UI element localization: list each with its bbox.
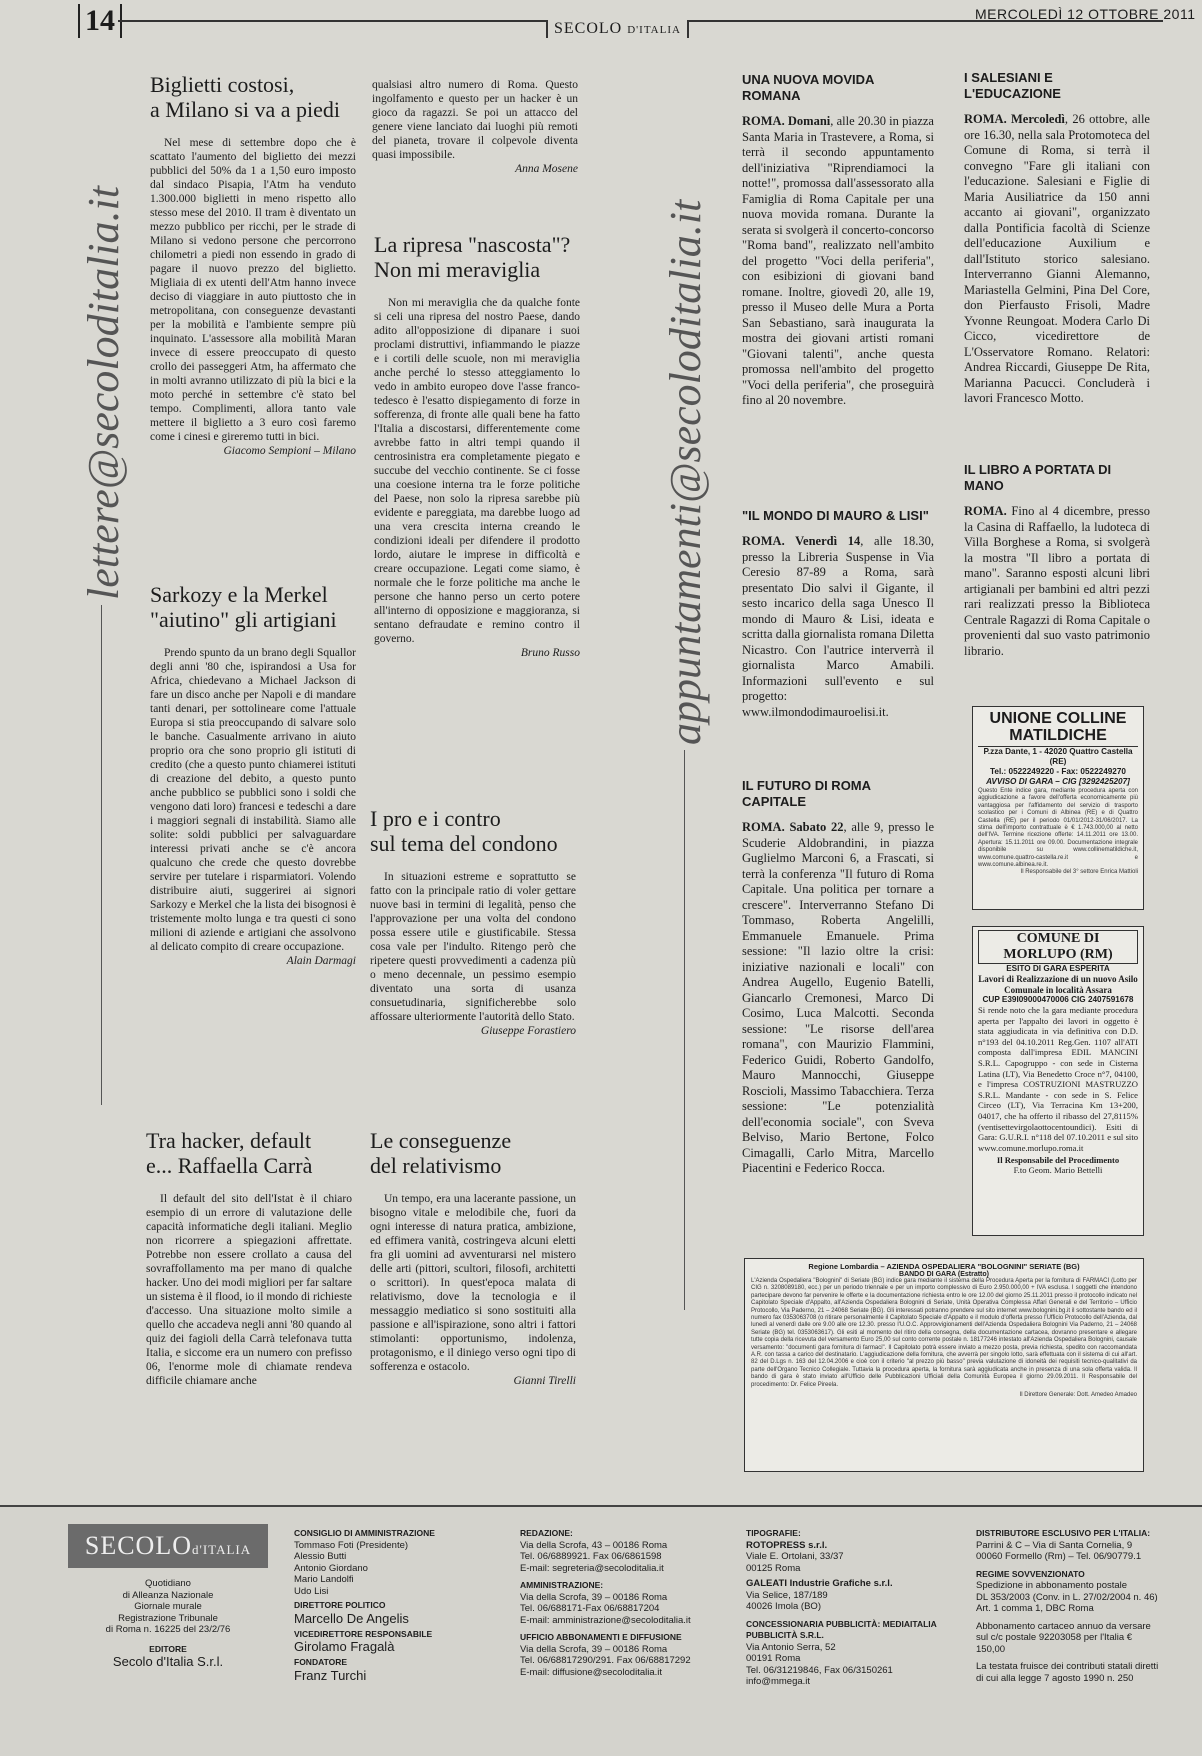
event-libro — [964, 462, 1150, 659]
masthead-small: D'ITALIA — [627, 24, 681, 36]
letter-signature: Bruno Russo — [520, 647, 580, 659]
ad-subtitle: ESITO DI GARA ESPERITA — [1006, 964, 1110, 973]
event-movida — [742, 72, 934, 409]
ad-responsible-name: F.to Geom. Mario Bettelli — [1013, 1165, 1103, 1176]
ad-subtitle: BANDO DI GARA (Estratto) — [899, 1271, 989, 1278]
ad-unione-colline — [972, 706, 1144, 910]
ad-title: UNIONE COLLINE MATILDICHE — [989, 710, 1127, 744]
ad-comune-morlupo — [972, 926, 1144, 1236]
letter-signature: Anna Mosene — [515, 163, 578, 175]
ad-body: Questo Ente indice gara, mediante procedura aperta con aggiudicazione a favore dell'offerta economicamente più vantaggiosa per l'affidamento del servizio di trasporto scolastico per i Comuni di Albinea (RE) e di Quattro Castella (RE) per il periodo 01/01/2012-31/06/2017. La stima dell'importo contrattuale è € 1.743.000,00 al netto dell'IVA. Termine ricezione offerte: 14.11.2011 ore 13.00. Apertura: 15.11.2011 ore 09.00. Documentazione integrale disponibile su www.collinematildiche.it, www.comune.quattro-castella.re.it e www.comune.albinea.re.it. — [978, 788, 1138, 869]
letter-ripresa — [374, 232, 580, 659]
letter-signature: Giuseppe Forastiero — [480, 1025, 576, 1037]
letters-email-rule — [101, 605, 102, 1105]
footer-about: Quotidiano di Alleanza Nazionale Giornale murale Registrazione Tribunale di Roma n. 16225 del 23/2/76 EDITORE Secolo d'Italia S.r.l. — [105, 1578, 231, 1669]
letter-hacker — [146, 1128, 352, 1388]
letter-body: Nel mese di settembre dopo che è scattato l'aumento del biglietto dei mezzi pubblici del 50% da 1 a 1,50 euro imposto dal sindaco Pisapia, l'Atm ha venduto 1.300.000 biglietti in meno rispetto allo stesso mese del 2010. Il tram è diventato un mezzo pubblico per ricchi, per le strade di Milano si vedono persone che percorrono chilometri a piedi non essendo in grado di pagare il nuovo prezzo del biglietto. Migliaia di ex utenti dell'Atm hanno invece deciso di viaggiare in auto piuttosto che in metropolitana, con conseguenze devastanti per la mobilità e l'ambiente sempre più inquinato. L'assessore alla mobilità Maran invece di essere preoccupato di questo crollo dei passeggeri Atm, ha affermato che in molti avranno utilizzato di più la bici e la moto perché in settembre c'è stato bel tempo. Complimenti, allora tanto vale mettere il biglietto a 3 euro così faremo come i cinesi e gireremo tutti in bici. — [150, 137, 356, 443]
ad-responsible: Il Responsabile del Procedimento — [996, 1155, 1120, 1166]
letter-title: Biglietti costosi, a Milano si va a piedi — [150, 72, 341, 122]
footer-board: CONSIGLIO DI AMMINISTRAZIONE Tommaso Foti (Presidente) Alessio Butti Antonio Giordano Mario Landolfi Udo Lisi DIRETTORE POLITICO Marcello De Angelis VICEDIRETTORE RESPONSABILE Girolamo Fragalà FONDATORE Franz Turchi — [294, 1528, 435, 1683]
ad-regione-lombardia — [744, 1258, 1144, 1472]
footer-logo: SECOLOd'ITALIA — [68, 1524, 268, 1568]
event-body: ROMA. Sabato 22, alle 9, presso le Scuderie Aldobrandini, in piazza Guglielmo Marconi 6, a Frascati, si terrà la conferenza "Il futuro di Roma Capitale. Una politica per tornare a crescere". Interverranno Stefano Di Tommaso, Roberta Angelilli, Emmanuele Emanuele. Prima sessione: "Il lazio oltre la crisi: iniziative nazionali e locali" con Andrea Augello, Eugenio Batelli, Giancarlo Cremonesi, Marco Di Cosimo, Luca Malcotti. Seconda sessione: "Le risorse dell'area romana", con Maurizio Flammini, Federico Guidi, Roberto Gandolfo, Mauro Mannocchi, Giuseppe Roscioli, Massimo Tabacchiera. Terza sessione: "Le potenzialità dell'economia sociale", con Sveva Belviso, Mario Bertone, Folco Cimagalli, Carlo Mitra, Marcello Piacentini e Federico Rocca. — [742, 820, 934, 1175]
ad-address: P.zza Dante, 1 - 42020 Quattro Castella (RE) — [978, 746, 1138, 767]
ad-subtitle: AVVISO DI GARA – CIG [3292425207] — [986, 777, 1130, 786]
letter-body: qualsiasi altro numero di Roma. Questo ingolfamento e questo per un hacker è un gioco da ragazzi. Se poi un attacco del genere viene lanciato dai luoghi più remoti del pianeta, trovare il colpevole diventa quasi impossibile. — [372, 79, 578, 161]
letter-body: Non mi meraviglia che da qualche fonte si celi una ripresa del nostro Paese, dando adito all'opposizione di dipanare i suoi proclami distruttivi, infiammando le piazze e i cortili delle scuole, non mi meraviglia anche perché lo stesso atteggiamento lo vedo in ambito europeo dove l'asse franco-tedesco è l'esatto dispiegamento di forze in sofferenza, di fronte alle quali bene ha fatto l'Italia a discostarsi, differentemente come avrebbe fatto in altri tempi quando il centrosinistra era completamente piegato e succube del vecchio continente. Se ci fosse una coesione interna tra le forze politiche del Paese, non solo la ripresa sarebbe più evidente e pareggiata, ma darebbe luogo ad una vera crescita interna creando le condizioni ideali per difendere il prodotto lordo, aiutare le imprese in difficoltà e creare occupazione. Legati come siamo, è normale che le forze politiche ma anche le persone che hanno perso un certo potere all'interno di opposizione e maggioranza, si sentano defraudate e remino contro il governo. — [374, 297, 580, 645]
letter-title: Le conseguenze del relativismo — [370, 1128, 512, 1178]
footer-contacts: REDAZIONE: Via della Scrofa, 43 – 00186 Roma Tel. 06/6889921. Fax 06/6861598 E-mail: segreteria@secoloditalia.it AMMINISTRAZIONE: Via della Scrofa, 39 – 00186 Roma Tel. 06/688171-Fax 06/68817204 E-mail: amministrazione@secoloditalia.it UFFICIO ABBONAMENTI E DIFFUSIONE Via della Scrofa, 39 – 00186 Roma Tel. 06/68817290/291. Fax 06/68817292 E-mail: diffusione@secoloditalia.it — [520, 1528, 691, 1678]
ad-title: Regione Lombardia – AZIENDA OSPEDALIERA "BOLOGNINI" SERIATE (BG) — [808, 1262, 1080, 1271]
events-email: appuntamenti@secoloditalia.it — [661, 199, 710, 745]
page-number: 14 — [78, 4, 122, 38]
letter-hacker-continued — [372, 78, 578, 175]
events-email-rule — [684, 750, 685, 1310]
masthead — [546, 20, 689, 38]
letter-biglietti — [150, 72, 356, 457]
footer-printers: TIPOGRAFIE: ROTOPRESS s.r.l. Viale E. Ortolani, 33/37 00125 Roma GALEATI Industrie Grafiche s.r.l. Via Selice, 187/189 40026 Imola (BO) CONCESSIONARIA PUBBLICITÀ: MEDIAITALIA PUBBLICITÀ S.R.L. Via Antonio Serra, 52 00191 Roma Tel. 06/31219846, Fax 06/3150261 info@mmega.it — [746, 1528, 937, 1687]
ad-heading: Lavori di Realizzazione di un nuovo Asilo Comunale in località Assara — [978, 974, 1138, 995]
letter-title: Tra hacker, default e... Raffaella Carrà — [146, 1128, 313, 1178]
event-body: ROMA. Venerdì 14, alle 18.30, presso la Libreria Suspense in Via Ceresio 87-89 a Roma, sarà presentato Dio salvi il Gigante, il sesto incarico della saga Unesco Il mondo di Mauro & Lisi, ideata e scritta dalla giornalista romana Diletta Nicastro. Con l'autrice interverrà il giornalista Marco Amabili. Informazioni sull'evento e sul progetto: www.ilmondodimauroelisi.it. — [742, 534, 935, 719]
letter-sarkozy — [150, 582, 356, 967]
letter-condono — [370, 806, 576, 1037]
event-roma-capitale — [742, 778, 934, 1177]
event-title: "IL MONDO DI MAURO & LISI" — [742, 508, 929, 523]
event-title: IL FUTURO DI ROMA CAPITALE — [742, 778, 871, 809]
letter-body: In situazioni estreme e soprattutto se fatto con la principale ratio di voler gettare nuove basi in termini di legalità, penso che l'approvazione per una volta del condono possa essere utile e giustificabile. Stessa cosa vale per l'indulto. Ritengo però che ripetere questi provvedimenti a cadenza più o meno decennale, un pessimo esempio diventato una sorta di usanza consuetudinaria, significherebbe solo affossare ulteriormente l'autorità dello Stato. — [370, 871, 576, 1023]
event-title: UNA NUOVA MOVIDA ROMANA — [742, 72, 874, 103]
letter-signature: Giacomo Sempioni – Milano — [223, 445, 356, 457]
event-mauro-lisi — [742, 508, 934, 720]
ad-tel: Tel.: 0522249220 - Fax: 0522249270 — [990, 767, 1126, 776]
event-body: ROMA. Fino al 4 dicembre, presso la Casina di Raffaello, la ludoteca di Villa Borghese a Roma, si svolgerà la mostra "Il libro a portata di mano". Saranno esposti alcuni libri artigianali per bambini ed altri pezzi rari realizzati presso la Biblioteca Centrale Ragazzi di Roma Capitale o provenienti dal suo vasto patrimonio librario. — [964, 504, 1150, 658]
letter-signature: Alain Darmagi — [286, 955, 356, 967]
event-body: ROMA. Mercoledì, 26 ottobre, alle ore 16.30, nella sala Protomoteca del Comune di Roma, si terrà il convegno "Fare gli italiani con l'educazione. Salesiani e Figlie di Maria Ausiliatrice da 150 anni accanto ai giovani", organizzato dalla Pontificia facoltà di Scienze dell'educazione Auxilium e dall'Istituto storico salesiano. Interverranno Gianni Alemanno, Mariastella Gelmini, Pina Del Core, don Pierfausto Frisoli, Madre Yvonne Reungoat. Modera Carlo Di Cicco, vicedirettore de L'Osservatore Romano. Relatori: Andrea Riccardi, Giuseppe De Rita, Marianna Pacucci. Concluderà i lavori Francesco Motto. — [964, 112, 1150, 405]
ad-body: L'Azienda Ospedaliera "Bolognini" di Seriate (BG) indice gara mediante il sistema della Procedura Aperta per la fornitura di FARMACI (Lotto per CIG n. 3208089180, ecc.) per un periodo triennale e per un importo complessivo di Euro 2.950.000,00 + IVA esclusa. I soggetti che intendono partecipare devono far pervenire le offerte e la documentazione richiesta entro le ore 12.00 del giorno 25.11.2011 presso il protocollo indicato nel Capitolato Speciale d'Appalto, all'Azienda Ospedaliera Bolognini di Seriate, Unità Operativa Complessa Affari Generali e del Territorio – Ufficio Protocollo, Via Paderno, 21 – 24068 Seriate (BG). Gli interessati potranno prendere sul sito internet www.bolognini.bg.it il sottostante bando ed il numero fax 0353063708 (o ritirare personalmente il Capitolato Speciale d'Appalto e il modulo d'offerta presso l'Ufficio Protocollo dell'Azienda, dal lunedì al venerdì dalle ore 9.00 alle ore 12.30. presso l'U.O.C. Approvvigionamenti dell'Azienda Ospedaliera Bolognini Via Paderno, 21 – 24068 Seriate (BG) tel. 0353063617). Gli esiti al momento del ritiro della consegna, della documentazione cartacea, dovranno presentare e allegare tutte copia della ricevuta del versamento Euro 25,00 sul conto corrente postale n. 18177246 intestato all'Azienda Ospedaliera Bolognini, causale versamento: "documenti gara fornitura di farmaci". Il Capitolato potrà essere inviato a mezzo posta, previa richiesta, spedito con raccomandata A.R. con tassa a carico del destinatario. L'aggiudicazione della fornitura, che avverrà per singolo lotto, sarà effettuata con il sistema di cui all'art. 82 del D.Lgs n. 163 del 12.04.2006 e cioè con il criterio "al prezzo più basso" previa valutazione di idoneità dei requisiti tecnico-qualitativi da parte dell'Organo Tecnico Collegiale. Tuttavia la procedura aperta, la fornitura sarà aggiudicata anche in presenza di una sola offerta valida. Il bando di gara è stato inviato all'Ufficio delle Pubblicazioni Ufficiali della Comunità Europea il giorno 29.09.2011. Il Responsabile del procedimento: Dr. Felice Pireela. — [751, 1278, 1137, 1388]
letter-title: Sarkozy e la Merkel "aiutino" gli artigiani — [150, 582, 337, 632]
letter-body: Prendo spunto da un brano degli Squallor degli anni '80 che, ispirandosi a Usa for Africa, chiedevano a Michael Jackson di fare un disco anche per Napoli e di mandare tanti denari, per sottolineare come l'attuale Europa si stia preoccupando di salvare solo le banche. Casualmente arrivano in aiuto proprio ora che sono proprio gli istituti di credito (che a questo punto chiamerei istituti di creazione del debito, a questo punto anche pubblico se pubblici sono i soldi che vengono dati loro) francesi e tedeschi a dare i maggiori segnali di instabilità. Siamo alle solite: soldi pubblici per salvaguardare interessi privati anche se c'è ancora qualcuno che crede che questo dovrebbe servire per tutelare i risparmiatori. Volendo distribuire aiuti, suggerirei ai signori Sarkozy e Merkel che la lista dei bisognosi è tristemente molto lunga e tra questi ci sono milioni di aziende e artigiani che assolvono al delicato compito di creare occupazione. — [150, 647, 356, 953]
letter-relativismo — [370, 1128, 576, 1387]
footer-distribution: DISTRIBUTORE ESCLUSIVO PER L'ITALIA: Parrini & C – Via di Santa Cornelia, 9 00060 Formello (Rm) – Tel. 06/90779.1 REGIME SOVVENZIONATO Spedizione in abbonamento postale DL 353/2003 (Conv. in L. 27/02/2004 n. 46) Art. 1 comma 1, DBC Roma Abbonamento cartaceo annuo da versare sul c/c postale 92203058 per l'Italia € 150,00 La testata fruisce dei contributi statali diretti di cui alla legge 7 agosto 1990 n. 250 — [976, 1528, 1159, 1684]
letters-email: lettere@secoloditalia.it — [79, 186, 128, 600]
ad-body: Si rende noto che la gara mediante procedura aperta per l'appalto dei lavori in oggetto è stata aggiudicata in via definitiva con D.D. n°193 del 04.10.2011 Reg.Gen. 1107 all'ATI composta dall'impresa EDIL MANCINI S.R.L. Capogruppo - con sede in Cisterna Latina (LT), Via Benedetto Croce n°7, 04100, e l'impresa COSTRUZIONI MASTRUZZO S.R.L. Mandante - con sede in S. Felice Circeo (LT), Via Terracina Km 13+200, 04017, che ha offerto il ribasso del 27,8115% (ventisettevirgolaottocentoundici). Esiti di Gara: G.U.R.I. n°118 del 07.10.2011 e sul sito www.comune.morlupo.roma.it — [978, 1005, 1138, 1153]
masthead-title: SECOLO — [554, 20, 623, 37]
ad-cup: CUP E39I09000470006 CIG 2407591678 — [982, 995, 1134, 1004]
event-salesiani — [964, 70, 1150, 407]
ad-title: COMUNE DI MORLUPO (RM) — [978, 930, 1138, 964]
event-body: ROMA. Domani, alle 20.30 in piazza Santa Maria in Trastevere, a Roma, si terrà il secondo appuntamento dell'iniziativa "Riprendiamoci la notte!", promossa dall'assessorato alla Famiglia di Roma Capitale per una nuova movida romana. Durante la serata si svolgerà il concerto-concorso "Roma band", realizzato nell'ambito del progetto "Voci della periferia", con esibizioni di giovani band romane. Inoltre, giovedì 20, alle 19, presso il Museo delle Mura a Porta San Sebastiano, sarà inaugurata la mostra dei giovani artisti romani "Giovani talenti", anche questa promossa nell'ambito del progetto "Voci della periferia", che proseguirà fino al 20 novembre. — [742, 114, 934, 407]
letter-title: I pro e i contro sul tema del condono — [370, 806, 558, 856]
ad-signature: Il Direttore Generale: Dott. Amedeo Amadeo — [1019, 1392, 1137, 1399]
issue-date: MERCOLEDÌ 12 OTTOBRE 2011 — [975, 6, 1196, 22]
letter-signature: Gianni Tirelli — [513, 1375, 576, 1387]
letter-body: Il default del sito dell'Istat è il chiaro esempio di un errore di valutazione delle capacità informatiche degli italiani. Meglio non ricorrere a spiegazioni affrettate. Potrebbe non essere crollato a causa del sovraffollamento ma per mano di qualche hacker. Uno dei modi migliori per far saltare un sistema è il flood, io il mondo di richieste d'accesso. Una situazione molto simile a quello che accadeva negli anni '80 quando al quiz dei fagioli della Carrà telefonava tutta Italia, e siccome era un numero con prefisso 06, l'enorme mole di chiamate rendeva difficile chiamare anche — [146, 1193, 352, 1387]
ad-responsible: Il Responsabile del 3° settore Enrica Mattioli — [1020, 869, 1138, 876]
event-title: IL LIBRO A PORTATA DI MANO — [964, 462, 1112, 493]
letter-body: Un tempo, era una lacerante passione, un bisogno vitale e melodibile che, fuori da ogni interesse di natura pratica, ambizione, ed effimera vanità, costringeva alcuni eletti fra gli uomini ad avventurarsi nel mistero delle arti (pittori, scultori, filosofi, architetti o scrittori). In quest'epoca malata di relativismo, dove la tecnologia e il messaggio mediatico si sono sostituiti alla passione e all'ispirazione, sono altri i fattori stimolanti: opportunismo, indolenza, protagonismo, e il diniego verso ogni tipo di sofferenza e ostacolo. — [370, 1193, 576, 1373]
letter-title: La ripresa "nascosta"? Non mi meraviglia — [374, 232, 571, 282]
event-title: I SALESIANI E L'EDUCAZIONE — [964, 70, 1061, 101]
